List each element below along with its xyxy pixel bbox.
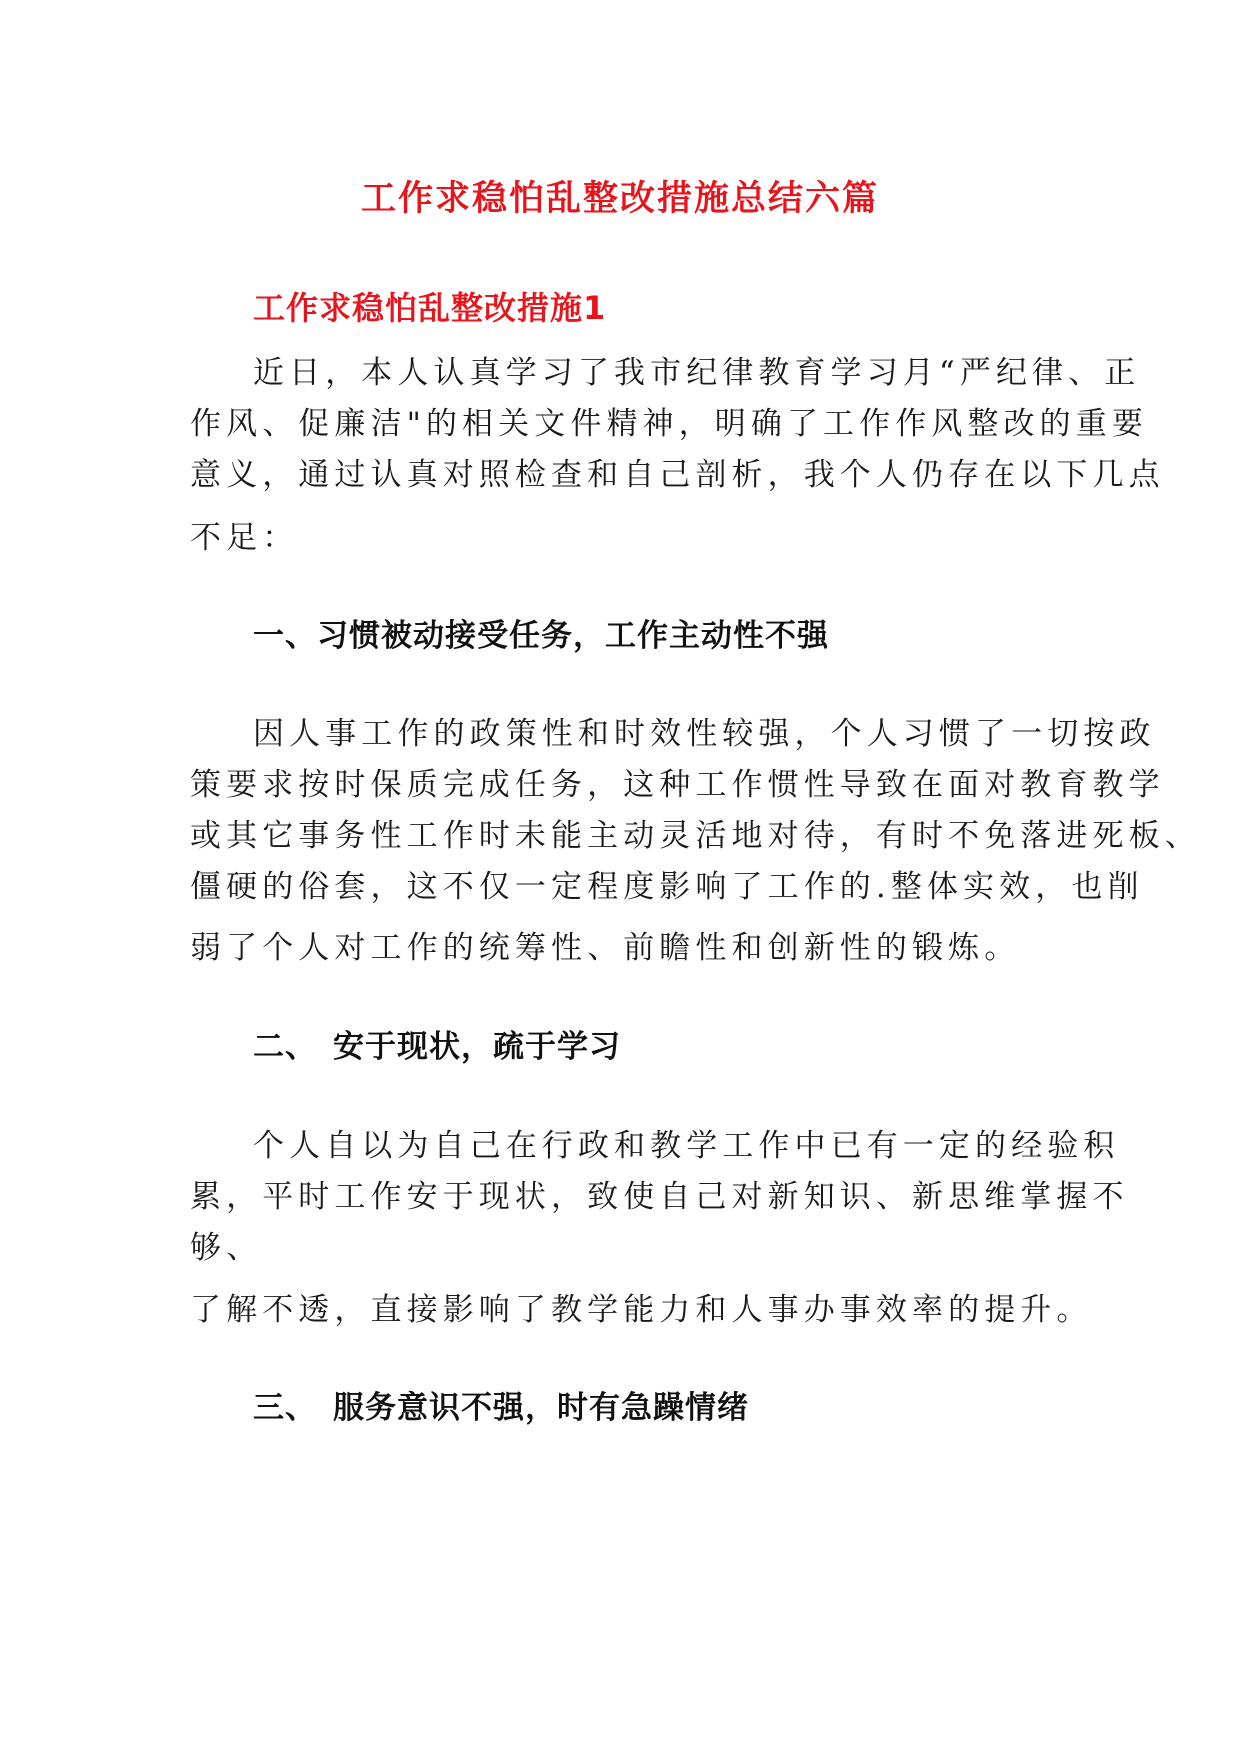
document-title: 工作求稳怕乱整改措施总结六篇: [360, 179, 879, 219]
section-1-heading: 一、习惯被动接受任务，工作主动性不强: [253, 618, 829, 654]
section-2-heading-text: 安于现状，疏于学习: [333, 1029, 621, 1065]
section-2-line-4: 了解不透，直接影响了教学能力和人事办事效率的提升。: [190, 1292, 1093, 1328]
section-1-line-1: 因人事工作的政策性和时效性较强，个人习惯了一切按政: [253, 716, 1156, 752]
section-2-line-3: 够、: [190, 1230, 263, 1266]
section-1-line-3: 或其它事务性工作时未能主动灵活地对待，有时不免落进死板、: [190, 818, 1201, 854]
section-3-heading-text: 服务意识不强，时有急躁情绪: [333, 1390, 749, 1426]
section-1-line-4: 僵硬的俗套，这不仅一定程度影响了工作的.整体实效，也削: [190, 869, 1144, 905]
intro-line-3: 意义，通过认真对照检查和自己剖析，我个人仍存在以下几点: [190, 457, 1165, 493]
intro-line-4: 不足：: [190, 520, 299, 556]
section-1-line-2: 策要求按时保质完成任务，这种工作惯性导致在面对教育教学: [190, 767, 1165, 803]
intro-line-1: 近日，本人认真学习了我市纪律教育学习月“严纪律、正: [253, 355, 1141, 391]
document-subtitle: 工作求稳怕乱整改措施1: [253, 289, 607, 327]
section-1-line-5: 弱了个人对工作的统筹性、前瞻性和创新性的锻炼。: [190, 930, 1021, 966]
intro-line-2: 作风、促廉洁"的相关文件精神，明确了工作作风整改的重要: [190, 406, 1148, 442]
section-2-line-1: 个人自以为自己在行政和教学工作中已有一定的经验积: [253, 1128, 1120, 1164]
section-3-heading-number: 三、: [253, 1390, 317, 1426]
section-2-line-2: 累，平时工作安于现状，致使自己对新知识、新思维掌握不: [190, 1179, 1129, 1215]
section-2-heading-number: 二、: [253, 1029, 317, 1065]
section-2-heading: [253, 1027, 621, 1067]
section-3-heading: [253, 1388, 749, 1428]
